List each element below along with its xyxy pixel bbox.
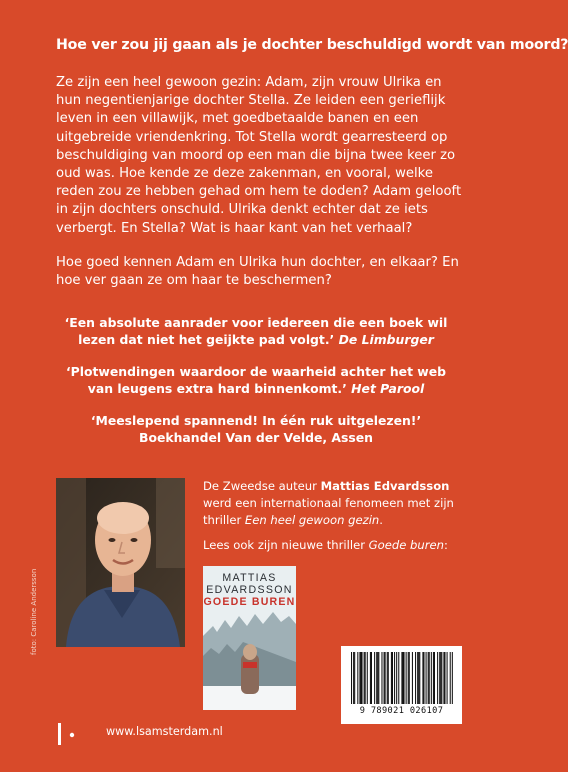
review-1-source: De Limburger xyxy=(338,332,434,348)
publisher-website[interactable]: www.lsamsterdam.nl xyxy=(106,725,223,738)
synopsis-paragraph-2: Hoe goed kennen Adam en Ulrika hun dochter, en elkaar? En hoe ver gaan ze om haar te beschermen? xyxy=(56,254,459,289)
bio-author-name: Mattias Edvardsson xyxy=(320,479,450,493)
back-cover-headline: Hoe ver zou jij gaan als je dochter beschuldigd wordt van moord? xyxy=(56,37,568,53)
author-photo xyxy=(56,478,185,647)
author-bio xyxy=(203,478,463,562)
barcode-bars xyxy=(341,646,462,706)
bio-intro: De Zweedse auteur xyxy=(203,479,321,493)
cover-title: GOEDE BUREN xyxy=(203,596,296,608)
review-2 xyxy=(56,363,456,398)
publisher-logo xyxy=(56,720,86,748)
review-1 xyxy=(56,314,456,349)
also-read-suffix: : xyxy=(444,538,448,552)
review-3 xyxy=(56,412,456,447)
review-quotes xyxy=(56,314,456,460)
also-read-line xyxy=(203,537,463,554)
review-1-quote: ‘Een absolute aanrader voor iedereen die een boek wil lezen dat niet het geijkte pad volgt.’ xyxy=(64,315,448,348)
synopsis-paragraph-1: Ze zijn een heel gewoon gezin: Adam, zijn vrouw Ulrika en hun negentienjarige dochter Stella. Ze leiden een gerieflijk leven in een villawijk, met goedbetaalde banen en een uitgebreide vriendenkring. Tot Stella wordt gearresteerd op beschuldiging van moord op een man die bijna twee keer zo oud was. Hoe kende ze deze zakenman, en vooral, welke reden zou ze hebben gehad om hem te doden? Adam gelooft in zijn dochters onschuld. Ulrika denkt echter dat ze iets verbergt. En Stella? Wat is haar kant van het verhaal? xyxy=(56,75,462,236)
review-3-source: Boekhandel Van der Velde, Assen xyxy=(139,430,373,446)
bio-end: . xyxy=(379,513,383,527)
cover-author-line-1: MATTIAS xyxy=(222,572,277,584)
cover-author-name xyxy=(203,572,296,596)
also-read-book-title: Goede buren xyxy=(368,538,444,552)
book-cover-goede-buren xyxy=(203,566,296,710)
synopsis xyxy=(56,74,462,306)
also-read-prefix: Lees ook zijn nieuwe thriller xyxy=(203,538,369,552)
bio-book-title: Een heel gewoon gezin xyxy=(244,513,380,527)
isbn-number: 9 789021 026107 xyxy=(359,706,444,716)
bio-paragraph xyxy=(203,478,463,529)
bio-middle: werd een internationaal fenomeen met zijn thriller xyxy=(203,496,454,527)
review-2-source: Het Parool xyxy=(351,381,425,397)
review-2-quote: ‘Plotwendingen waardoor de waarheid achter het web van leugens extra hard binnenkomt.’ xyxy=(65,363,447,397)
photo-credit: foto: Caroline Andersson xyxy=(30,568,38,655)
cover-author-line-2: EDVARDSSON xyxy=(206,584,293,596)
isbn-barcode xyxy=(341,646,462,724)
review-3-quote: ‘Meeslepend spannend! In één ruk uitgelezen!’ xyxy=(90,412,422,428)
